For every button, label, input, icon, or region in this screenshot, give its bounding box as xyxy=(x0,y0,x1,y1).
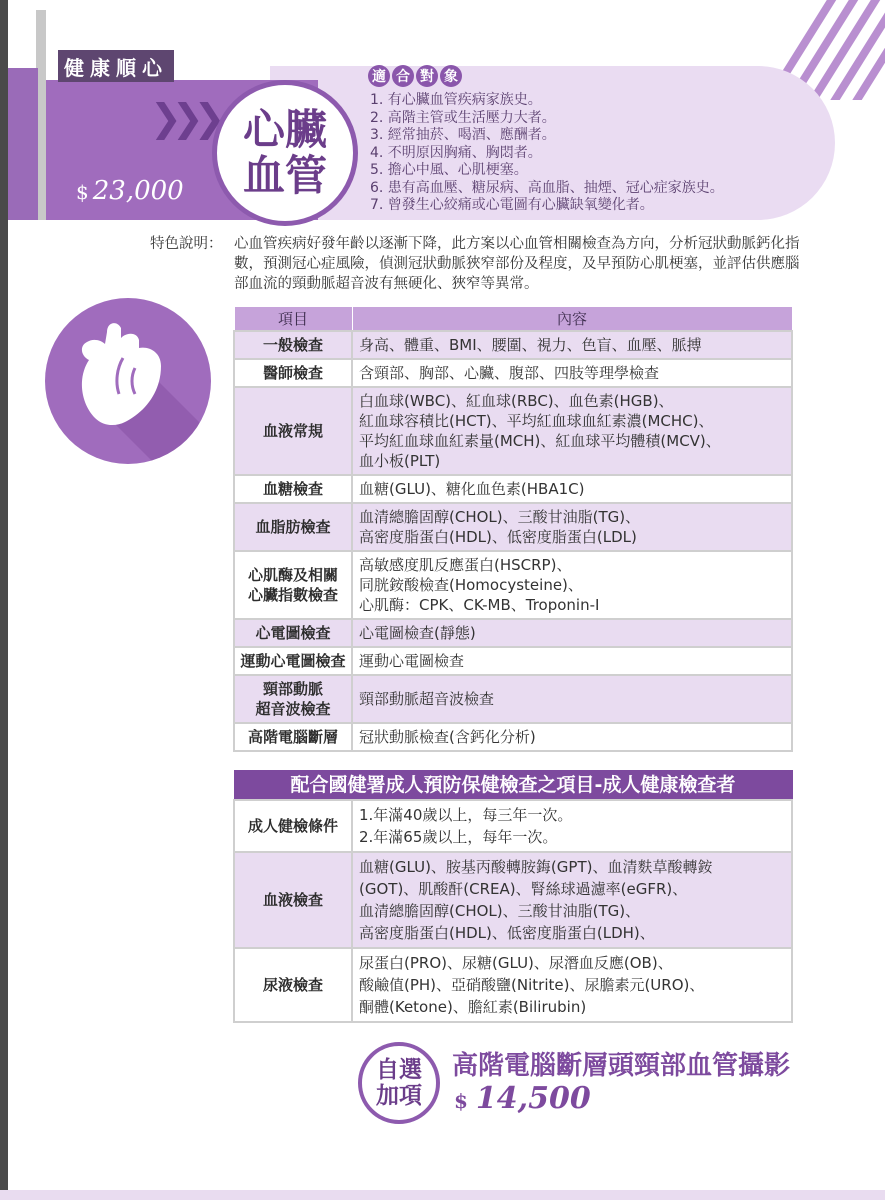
row-key: 血液常規 xyxy=(234,387,352,475)
table-row xyxy=(234,619,792,647)
row-content xyxy=(352,551,792,619)
suitable-title-char: 象 xyxy=(440,65,462,87)
row-content-line: 血清總膽固醇(CHOL)、三酸甘油脂(TG)、 xyxy=(359,508,641,526)
table-row xyxy=(234,551,792,619)
plan-title-badge xyxy=(212,80,358,226)
page-edge-bar xyxy=(0,0,8,1200)
page-bottom-band xyxy=(0,1190,885,1200)
row-content xyxy=(352,647,792,675)
row-content xyxy=(352,619,792,647)
row-content-line: 2.年滿65歲以上，每年一次。 xyxy=(359,828,558,846)
row-content-line: 高密度脂蛋白(HDL)、低密度脂蛋白(LDH)、 xyxy=(359,924,655,942)
addon-title: 高階電腦斷層頭頸部血管攝影 xyxy=(452,1051,791,1081)
row-content-line: 運動心電圖檢查 xyxy=(359,652,465,670)
row-content xyxy=(352,948,792,1022)
table-row xyxy=(234,475,792,503)
suitable-item: 3. 經常抽菸、喝酒、應酬者。 xyxy=(370,127,556,143)
row-content-line: 血清總膽固醇(CHOL)、三酸甘油脂(TG)、 xyxy=(359,902,641,920)
row-content-line: 血糖(GLU)、胺基丙酸轉胺鋂(GPT)、血清麩草酸轉銨 xyxy=(359,858,713,876)
row-key-line: 頸部動脈 xyxy=(262,680,323,698)
suitable-item: 6. 患有高血壓、糖尿病、高血脂、抽煙、冠心症家族史。 xyxy=(370,179,724,196)
row-key: 心電圖檢查 xyxy=(234,619,352,647)
row-content-line: 紅血球容積比(HCT)、平均紅血球血紅素濃(MCHC)、 xyxy=(359,412,714,430)
row-content xyxy=(352,675,792,723)
row-content xyxy=(352,475,792,503)
row-content-line: 平均紅血球血紅素量(MCH)、紅血球平均體積(MCV)、 xyxy=(359,432,721,450)
table-row xyxy=(234,503,792,551)
row-key-line: 超音波檢查 xyxy=(255,700,331,718)
addon-badge xyxy=(358,1042,440,1124)
suitable-title-char: 對 xyxy=(416,65,438,87)
adult-screening-table xyxy=(233,770,793,1023)
row-content-line: 同胱銨酸檢查(Homocysteine)、 xyxy=(359,576,583,594)
suitable-item: 4. 不明原因胸痛、胸悶者。 xyxy=(370,144,542,161)
row-content-line: 血糖(GLU)、糖化血色素(HBA1C) xyxy=(359,480,585,498)
feature-description xyxy=(150,234,800,294)
header-side-band xyxy=(8,68,38,220)
row-content-line: 尿蛋白(PRO)、尿糖(GLU)、尿潛血反應(OB)、 xyxy=(359,954,673,972)
row-content-line: 高敏感度肌反應蛋白(HSCRP)、 xyxy=(359,556,572,574)
table-row xyxy=(234,647,792,675)
row-content-line: 酸鹼值(PH)、亞硝酸鹽(Nitrite)、尿膽素元(URO)、 xyxy=(359,976,705,994)
suitable-item: 7. 曾發生心絞痛或心電圖有心臟缺氧變化者。 xyxy=(370,197,654,213)
table-row xyxy=(234,359,792,387)
addon-price: $ 14,500 xyxy=(454,1081,591,1116)
row-content xyxy=(352,800,792,852)
feature-label: 特色說明： xyxy=(150,236,223,252)
row-content xyxy=(352,359,792,387)
row-content-line: 冠狀動脈檢查(含鈣化分析) xyxy=(359,728,536,746)
table-row xyxy=(234,331,792,359)
table-header-item: 項目 xyxy=(234,307,352,332)
row-content xyxy=(352,723,792,751)
row-content-line: 1.年滿40歲以上，每三年一次。 xyxy=(359,806,573,824)
table-row xyxy=(234,948,792,1022)
row-key: 血液檢查 xyxy=(234,852,352,948)
suitable-item: 1. 有心臟血管疾病家族史。 xyxy=(370,92,542,108)
row-content xyxy=(352,387,792,475)
row-content-line: 高密度脂蛋白(HDL)、低密度脂蛋白(LDL) xyxy=(359,528,637,546)
row-content-line: 心肌酶：CPK、CK-MB、Troponin-I xyxy=(359,596,600,614)
heart-icon xyxy=(45,298,211,464)
row-key: 高階電腦斷層 xyxy=(234,723,352,751)
row-key: 尿液檢查 xyxy=(234,948,352,1022)
table-row xyxy=(234,800,792,852)
suitable-title-char: 合 xyxy=(392,65,414,87)
suitable-item: 2. 高階主管或生活壓力大者。 xyxy=(370,109,556,126)
chevron-right-icon: ❯❯❯ xyxy=(150,96,216,140)
row-content-line: 身高、體重、BMI、腰圍、視力、色盲、血壓、脈搏 xyxy=(359,336,702,354)
suitable-list xyxy=(370,92,724,215)
row-content-line: (GOT)、肌酸酐(CREA)、腎絲球過濾率(eGFR)、 xyxy=(359,880,688,898)
row-key: 運動心電圖檢查 xyxy=(234,647,352,675)
row-content-line: 心電圖檢查(靜態) xyxy=(359,624,476,642)
adult-screening-title: 配合國健署成人預防保健檢查之項目-成人健康檢查者 xyxy=(234,771,792,801)
plan-title: 心臟血管 xyxy=(242,105,327,200)
row-content-line: 含頸部、胸部、心臟、腹部、四肢等理學檢查 xyxy=(359,364,660,382)
row-content xyxy=(352,503,792,551)
row-key: 血脂肪檢查 xyxy=(234,503,352,551)
table-row xyxy=(234,852,792,948)
addon-badge-text: 自選加項 xyxy=(376,1056,422,1109)
table-header-content: 內容 xyxy=(352,307,792,332)
row-key: 血糖檢查 xyxy=(234,475,352,503)
row-key-line: 心肌酶及相關 xyxy=(247,566,338,584)
suitable-item: 5. 擔心中風、心肌梗塞。 xyxy=(370,162,528,178)
suitable-title-char: 適 xyxy=(368,65,390,87)
suitable-title xyxy=(368,65,462,87)
brand-label: 健康順心 xyxy=(58,50,174,82)
row-key xyxy=(234,551,352,619)
plan-price: $ 23,000 xyxy=(76,176,184,206)
row-content-line: 血小板(PLT) xyxy=(359,452,441,470)
table-row xyxy=(234,387,792,475)
row-content-line: 頸部動脈超音波檢查 xyxy=(359,690,495,708)
row-key: 成人健檢條件 xyxy=(234,800,352,852)
table-row xyxy=(234,675,792,723)
row-key-line: 心臟指數檢查 xyxy=(247,586,338,604)
table-row xyxy=(234,723,792,751)
feature-text: 心血管疾病好發年齡以逐漸下降，此方案以心血管相關檢查為方向，分析冠狀動脈鈣化指數，預測冠心症風險，偵測冠狀動脈狹窄部份及程度，及早預防心肌梗塞，並評估供應腦部血流的頸動脈超音波有無硬化、狹窄等異常。 xyxy=(234,236,800,292)
row-content-line: 酮體(Ketone)、膽紅素(Bilirubin) xyxy=(359,998,587,1016)
row-content xyxy=(352,331,792,359)
heart-icon-circle xyxy=(45,298,211,464)
row-key: 醫師檢查 xyxy=(234,359,352,387)
exam-items-table xyxy=(233,306,793,752)
row-key: 一般檢查 xyxy=(234,331,352,359)
row-content-line: 白血球(WBC)、紅血球(RBC)、血色素(HGB)、 xyxy=(359,392,674,410)
row-key xyxy=(234,675,352,723)
row-content xyxy=(352,852,792,948)
